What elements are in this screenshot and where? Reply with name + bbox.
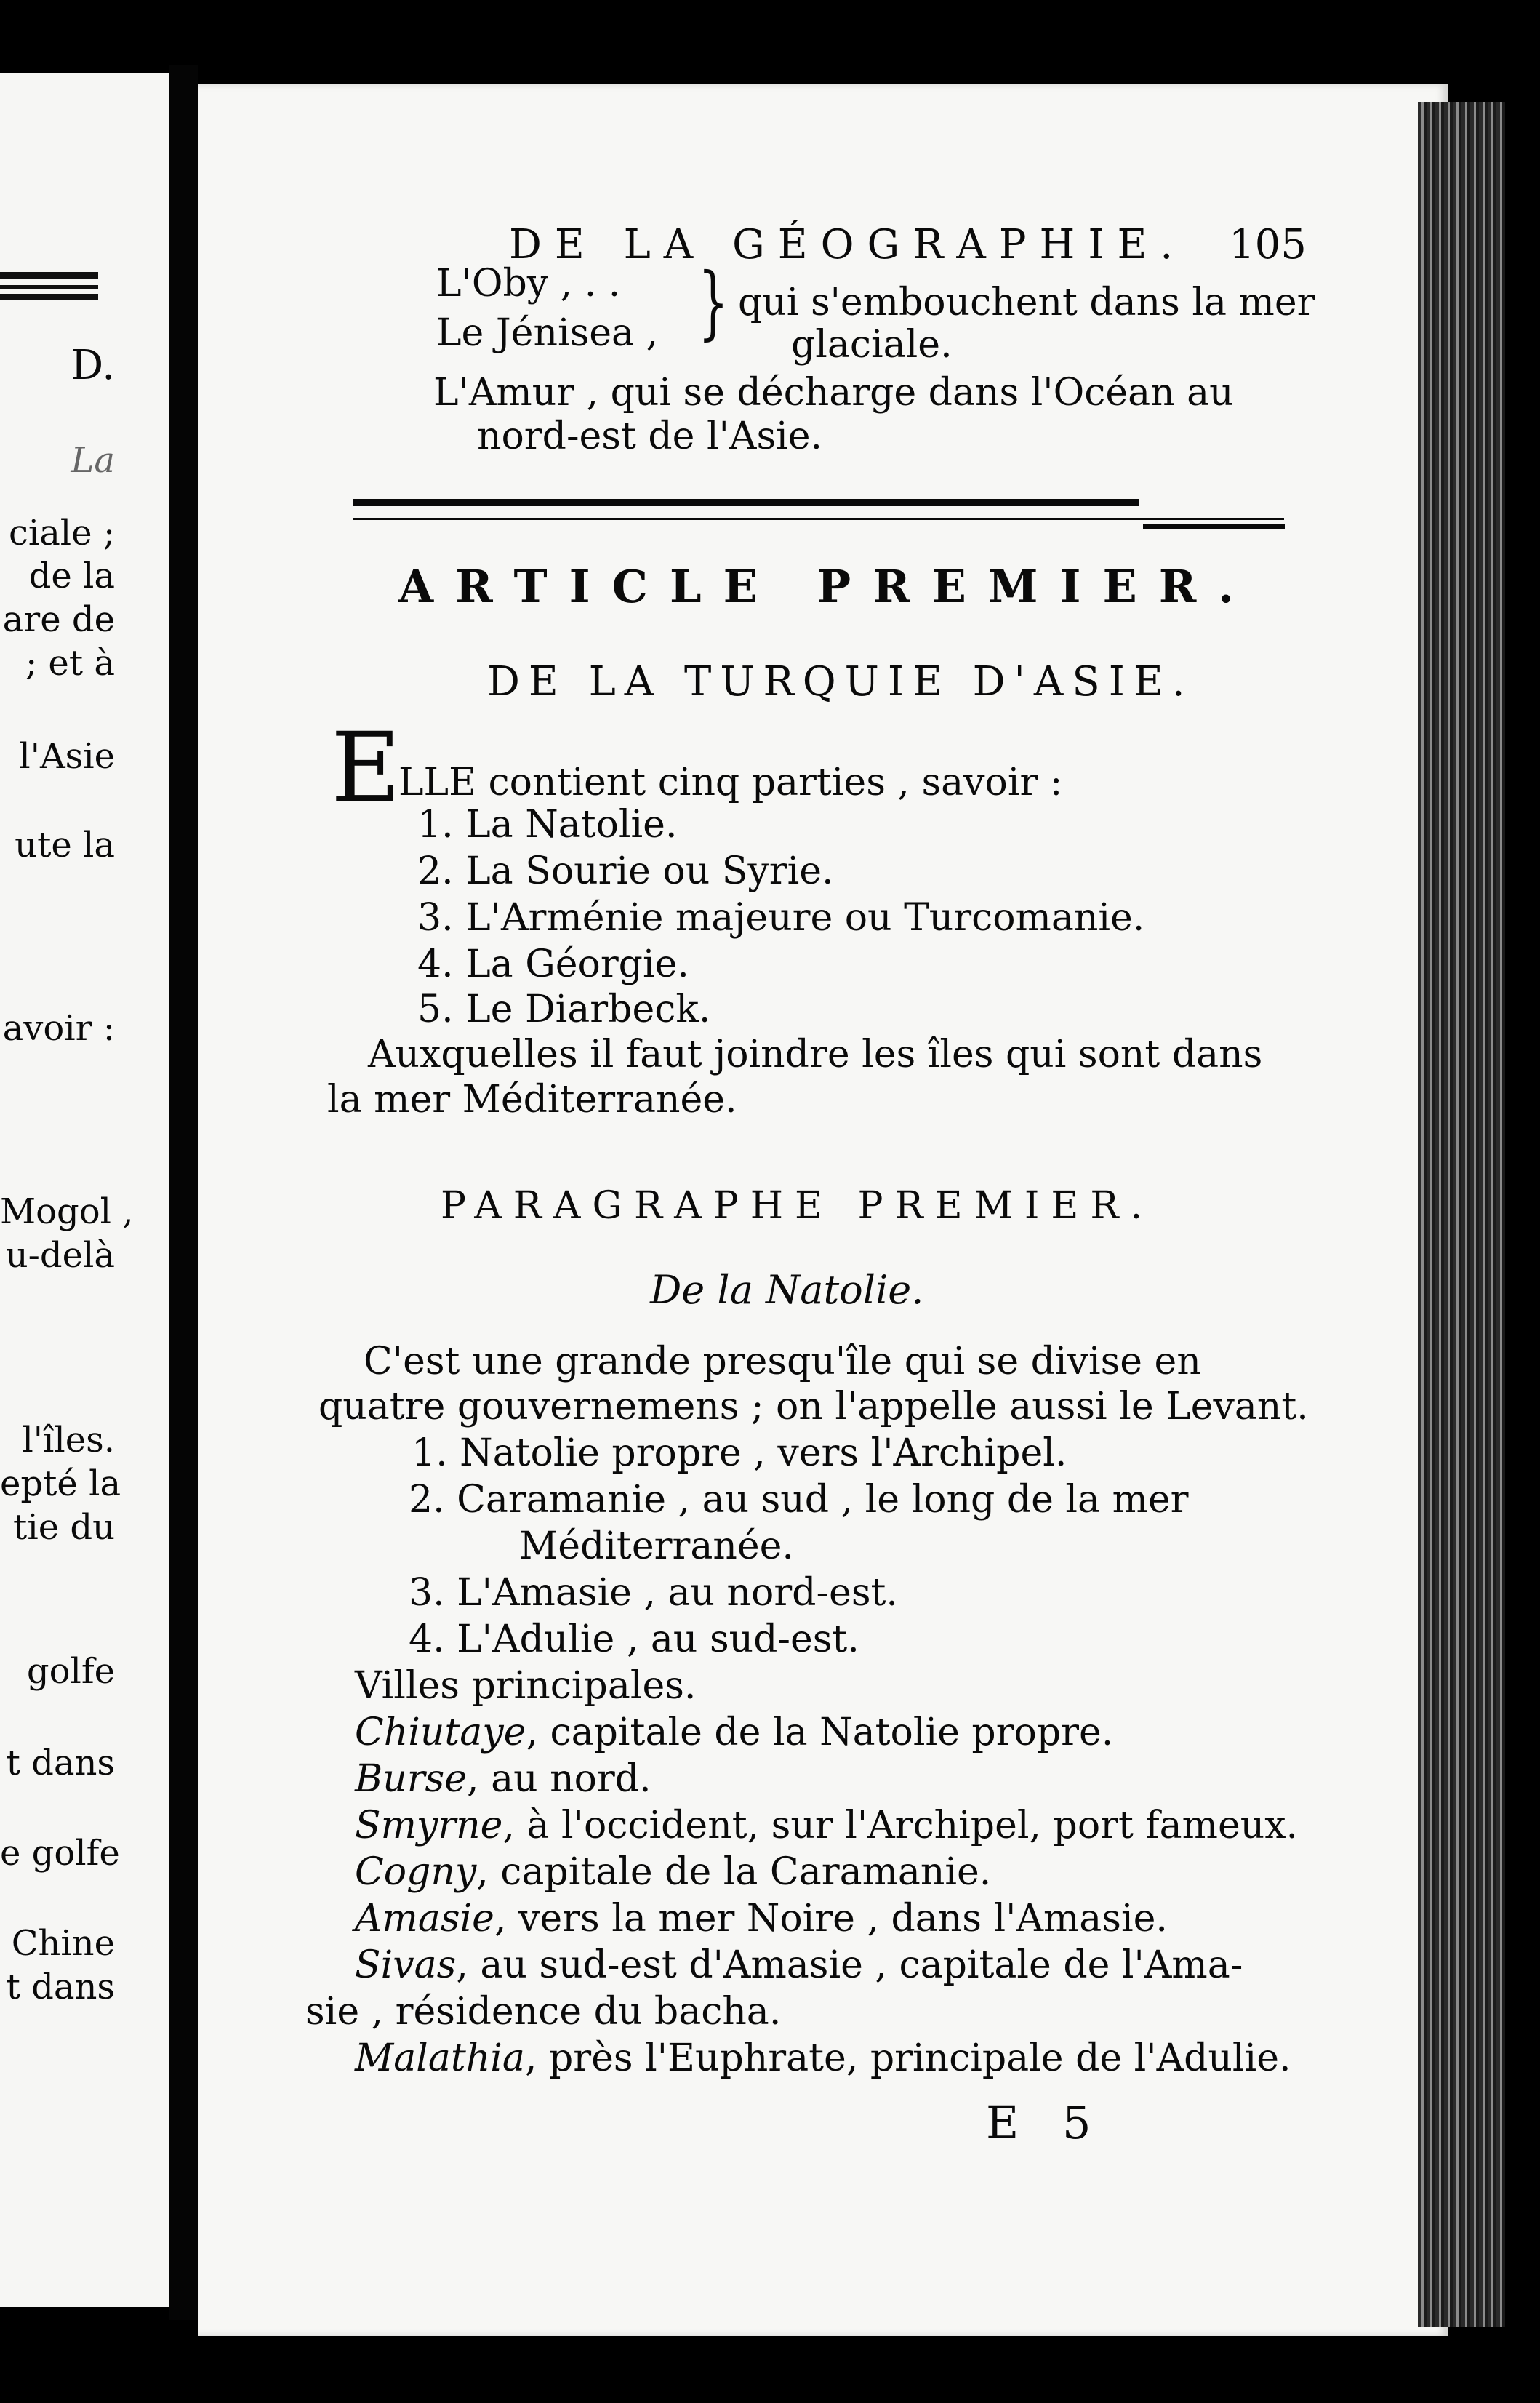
section-rule [353, 518, 1284, 520]
article-intro: LLE contient cinq parties , savoir : [398, 761, 1063, 804]
left-page-text: e golfe [0, 1833, 120, 1874]
city-entry: Burse, au nord. [355, 1757, 651, 1801]
left-page-rule [0, 285, 98, 289]
part-item: 2. La Sourie ou Syrie. [417, 849, 834, 893]
drop-cap: E [331, 712, 401, 824]
villes-heading: Villes principales. [355, 1664, 697, 1708]
city-entry: Sivas, au sud-est d'Amasie , capitale de l'Ama- [355, 1943, 1243, 1987]
left-page-text: epté la [0, 1463, 121, 1504]
city-entry: sie , résidence du bacha. [305, 1990, 782, 2034]
government-item: 2. Caramanie , au sud , le long de la mer [409, 1478, 1189, 1522]
paragraph-title: PARAGRAPHE PREMIER. [441, 1184, 1155, 1228]
islands-text: la mer Méditerranée. [327, 1078, 737, 1121]
left-page-text: l'îles. [22, 1420, 115, 1460]
left-page-text: ; et à [25, 643, 115, 684]
river-amur: L'Amur , qui se décharge dans l'Océan au [433, 371, 1234, 415]
running-head: DE LA GÉOGRAPHIE. [509, 221, 1187, 268]
paragraph-subtitle: De la Natolie. [650, 1267, 924, 1313]
section-rule [1143, 524, 1285, 529]
paragraph-intro: C'est une grande presqu'île qui se divise en [364, 1340, 1201, 1383]
government-item: Méditerranée. [519, 1524, 794, 1568]
brace: } [698, 255, 729, 348]
government-item: 1. Natolie propre , vers l'Archipel. [412, 1431, 1067, 1475]
left-page-text: t dans [6, 1743, 115, 1783]
paragraph-intro: quatre gouvernemens ; on l'appelle aussi le Levant. [318, 1385, 1309, 1428]
city-entry: Cogny, capitale de la Caramanie. [355, 1850, 992, 1894]
left-page-text: u-delà [5, 1235, 115, 1276]
river-oby: L'Oby , . . [436, 262, 621, 305]
left-page-text: tie du [13, 1507, 115, 1548]
river-jenisea: Le Jénisea , [436, 311, 659, 355]
left-page-text: t dans [6, 1967, 115, 2007]
article-subtitle: DE LA TURQUIE D'ASIE. [487, 658, 1194, 705]
government-item: 4. L'Adulie , au sud-est. [409, 1618, 859, 1661]
government-item: 3. L'Amasie , au nord-est. [409, 1571, 898, 1615]
section-rule [353, 499, 1139, 506]
islands-text: Auxquelles il faut joindre les îles qui sont dans [368, 1033, 1263, 1076]
book-gutter [169, 65, 198, 2320]
left-page-text: are de [2, 599, 115, 640]
part-item: 5. Le Diarbeck. [417, 988, 711, 1031]
left-page-text: La [71, 440, 115, 481]
city-entry: Chiutaye, capitale de la Natolie propre. [355, 1711, 1114, 1754]
river-amur: nord-est de l'Asie. [477, 415, 823, 458]
page-edge [1418, 102, 1505, 2327]
left-page-text: avoir : [2, 1008, 115, 1049]
left-page-rule [0, 272, 98, 279]
signature-mark: E 5 [986, 2096, 1106, 2149]
river-brace-text: glaciale. [791, 323, 953, 367]
part-item: 4. La Géorgie. [417, 943, 689, 986]
page-number: 105 [1229, 221, 1307, 268]
left-page-text: ute la [15, 825, 115, 865]
river-brace-text: qui s'embouchent dans la mer [738, 281, 1315, 324]
left-page-rule [0, 294, 98, 300]
left-page-text: de la [28, 556, 115, 596]
city-entry: Amasie, vers la mer Noire , dans l'Amasie. [355, 1897, 1168, 1940]
article-title: ARTICLE PREMIER. [398, 560, 1256, 613]
left-page-text: ciale ; [8, 513, 115, 553]
left-page-text: Mogol , [0, 1191, 134, 1232]
city-entry: Smyrne, à l'occident, sur l'Archipel, port fameux. [355, 1804, 1299, 1847]
city-entry: Malathia, près l'Euphrate, principale de l'Adulie. [355, 2036, 1291, 2080]
left-page-text: Chine [11, 1923, 115, 1964]
part-item: 3. L'Arménie majeure ou Turcomanie. [417, 896, 1145, 940]
part-item: 1. La Natolie. [417, 803, 678, 847]
left-page-text: golfe [26, 1651, 115, 1692]
left-page-text: D. [71, 342, 115, 389]
left-page-text: l'Asie [19, 736, 115, 777]
